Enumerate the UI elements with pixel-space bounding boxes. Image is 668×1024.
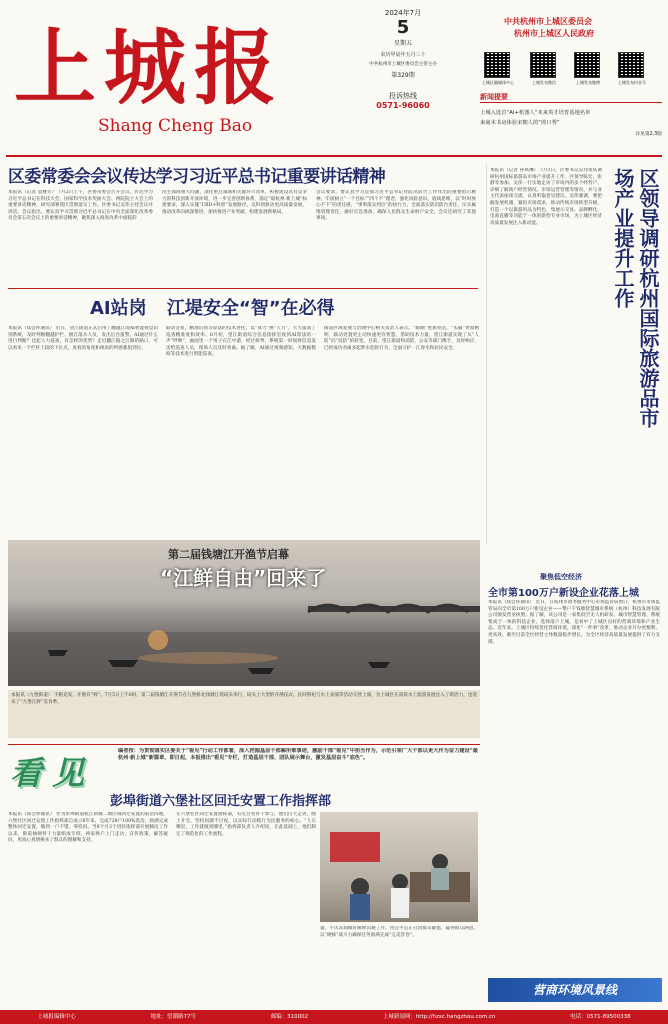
footer-address: 地址：望潮路77号 bbox=[150, 1014, 196, 1020]
footer-phone: 电话：0571-89500338 bbox=[570, 1014, 631, 1020]
editor-note: 编者按：为贯彻落实区委关于“看见”行动工作部署，深入挖掘基层干部解所难事迹，激励干部“看见”中担当作为，示范引领广大干部以更大作为奋力建设“最杭州·新上城”新篇章，即日起，本报推出“看见”专栏，打造基层干部、团队展示舞台，激发基层奋斗“底色”。 bbox=[118, 748, 478, 761]
lead-col-3: 会议要求，要认真学习贯彻习近平总书记对防汛防台工作作出的重要指示精神，牢固树立“一个目标”“四个不”理念，强化风险意识、底线思维，以“时时放心不下”的责任感，“事事落实到位”的执行力，全面落实防汛防台责任，压实属地管理责任，做好应急准备，确保人民群众生命财产安全。会议还研究了其他事项。 bbox=[316, 190, 476, 222]
bottom-col-1: 本报讯（郑会祥通讯） 作为彭埠街道杭江新城二期区域回迁安置的前沿阵地，六堡社区回迁安置工作指挥部自成立6年来，完成728户100%选房，圆满完成整体回迁安置，做到一户不错、零投诉。当6个月3个进驻指挥部开展腾房工作以来，街道抽调骨干力量组成专班，挨家挨户上门走访，宣传政策，解答疑问，用真心真情换来了群众的理解和支持。 bbox=[8, 812, 168, 844]
right-body: 本报讯（记者 孙琪琳） 7月1日，区委书记吴伟带队调研杭州国际旅游品市场产业提升工作。区领导陈宏、张静等参加。吴伟一行实地走访了市场内的多个经营户，详细了解商户经营情况、市场运营管理等情况，并与业主代表座谈交流，认真听取意见建议。吴伟强调，要把握发展机遇，紧扣市场需求，推动传统市场转型升级，打造一个以旅游用品为特色、集展示交易、品牌孵化、电商直播等功能于一体的新型专业市场，为上城区经济高质量发展注入新动能。 bbox=[490, 168, 602, 226]
riverside-photo bbox=[8, 540, 480, 686]
photo-caption: 本报讯（九堡街道） 千帆竞发，开渔有“鲜”。7月5日上午6时，第二届钱塘江开渔节在九堡桥北钱塘江堤码头举行，码头上大型的开渔仪式、民间祭祀与水上表演等活动交替上演，为上城区在南段水上旅游发展注入了新活力，也迎来了“九堡江鲜”美食季。 bbox=[8, 690, 480, 738]
ai-col-1: 本报讯（郑会祥通讯） 近日，望江街道正式启用了翻越江堤AI智能视觉识别系统，及时判断翻越护栏、擅自落水人员，发出后台报警，AI通过什么进行判断？比起人力巡查，有怎样的优势？走近翻江路之江路的路口，可以看见一个栏杆上较的下位点，查看的角度和视角的所感都很到位。 bbox=[8, 326, 158, 351]
qr-code-4 bbox=[618, 52, 644, 78]
right-section: 聚焦低空经济 bbox=[540, 573, 582, 581]
photo-headline[interactable]: “江鲜自由”回来了 bbox=[160, 566, 327, 590]
ai-col-2: 联动答复、精准识别等算法的技术进化，以“算力”换“人力”，大大提高了巡查精准度和效率。6月初，望江街道综合信息指挥室收到AI算法的一声“呼唤”，画面里一个男子在江中游，经过研判，系统第一时间将信息发送给巡查人员，现场人员及时劝离。据了解，AI通过视频感知、大数据模拟等技术进行智能巡查。 bbox=[166, 326, 316, 358]
hotline-label: 投诉热线 bbox=[389, 92, 417, 100]
bottom-col-2: 在六堡社区回迁安置指挥部，有近百名骨干参与，他们白天走访，晚上开会，坚持问题不过夜，以实际行动践行为民服务的初心。“人在哪里，工作就做到哪里。”指挥部负责人介绍说，在此基础上，他们制定了规范化的工作流程。 bbox=[176, 812, 316, 837]
news-brief-line-1[interactable]: 上城入选首“AI+机器人”未来英才培育基地名单 bbox=[480, 110, 591, 116]
masthead bbox=[6, 8, 662, 158]
issue-number: 第329期 bbox=[391, 72, 415, 79]
column-name-kanjian: 看见 bbox=[10, 754, 95, 792]
qr-label-2: 上城发布微信 bbox=[532, 80, 556, 85]
bottom-col-3: 量，不厌其烦做好解释沟通工作，用公平公正打消群众疑虑，赢得群众满意。以“硬核”战斗力确保任务圆满完成“完美答卷”。 bbox=[320, 926, 478, 938]
lead-col-2: 民生领域重大问题，深化重点领域和关键环节改革，积极建设具有竞争力的科技创新开放环境，进一步完善创新体系，锚定“最杭州·新上城”标准要求，深入实施“CBD+科创”发展路径，以科创驱动更高质量发展，推动改革向纵深推进，加快推进产业突破，构建发展新格局。 bbox=[162, 190, 307, 215]
business-banner[interactable] bbox=[488, 978, 662, 1002]
right-headline-2[interactable]: 全市第100万户新设企业花落上城 bbox=[488, 588, 639, 599]
ai-headline-b: 江堤安全“智”在必得 bbox=[166, 298, 335, 319]
masthead-pinyin: Shang Cheng Bao bbox=[98, 116, 253, 136]
masthead-title: 上城报 bbox=[14, 20, 285, 116]
hotline-number: 0571-96060 bbox=[376, 101, 430, 110]
news-brief-line-2[interactable]: 来商末书房体验宋朝人的“煎口秀” bbox=[480, 120, 560, 126]
qr-code-2 bbox=[530, 52, 556, 78]
weekday: 星期五 bbox=[393, 40, 412, 47]
lead-headline[interactable]: 区委常委会会议传达学习习近平总书记重要讲话精神 bbox=[8, 167, 386, 187]
footer-postcode: 邮编：310002 bbox=[270, 1014, 309, 1020]
date-block bbox=[338, 8, 468, 110]
ai-headline[interactable] bbox=[90, 294, 470, 318]
footer-org: 上城报编辑中心 bbox=[37, 1014, 76, 1020]
lead-col-1: 本报讯（记者 袁楼芳） 7月2日上午，区委常委会召开会议，传达学习习近平总书记在科技大会、国家科学技术奖励大会、两院院士大会上的重要讲话精神，研究部署我区贯彻落实工作。区委书记吴伟主持会议并讲话。会议指出，要认真学习贯彻习近平总书记在中央全面深化改革委员会第五次会议上的重要讲话精神，聚焦深入推进改革中面临的 bbox=[8, 190, 153, 222]
org-2: 杭州市上城区人民政府 bbox=[514, 29, 594, 38]
day-number: 5 bbox=[396, 17, 410, 38]
qr-label-1: 上城区融媒体中心 bbox=[482, 80, 514, 85]
footer bbox=[0, 1010, 668, 1024]
footer-website[interactable]: 上城新闻网：http://hzsc.hangzhou.com.cn bbox=[382, 1014, 496, 1020]
qr-code-3 bbox=[574, 52, 600, 78]
bottom-divider bbox=[8, 744, 480, 745]
divider bbox=[8, 288, 478, 289]
lunar-date: 农历甲辰年五月三十 bbox=[380, 52, 426, 58]
qr-code-1 bbox=[484, 52, 510, 78]
news-brief-label: 新闻提要 bbox=[480, 92, 662, 103]
right-body-2: 本报讯（郑会祥通讯） 近日，在杭州市政务服务中心市场监管局窗口，杭州市市场监管局向全市第100万户新设企业——擎户千钱塘智慧城市系统（杭州）科技发展有限公司颁发营业执照。据了解，该公司是一家集低空无人机研发、城市智慧管理、系统集成于一体的科技企业，选择落户上城，是看中了上城区良好的营商环境和产业生态。近年来，上城区持续优化营商环境，深化“一件事”改革，推动企业开办更便利、更高效，截至目前全区经营主体数量稳步增长，为全区经济高质量发展提供了有力支撑。 bbox=[488, 600, 660, 645]
banner-text: 营商环境风景线 bbox=[532, 983, 617, 997]
news-brief bbox=[480, 92, 662, 144]
right-headline[interactable]: 区领导调研杭州国际旅游品市场产业提升工作 bbox=[611, 168, 660, 428]
ai-headline-a: AI站岗 bbox=[90, 298, 147, 319]
masthead-rule bbox=[6, 155, 662, 157]
office-photo bbox=[320, 812, 478, 922]
office-scene bbox=[320, 812, 478, 922]
year-month: 2024年7月 bbox=[384, 9, 422, 17]
qr-label-3: 上城发布微博 bbox=[576, 80, 600, 85]
sponsor: 中共杭州市上城区委员会主管主办 bbox=[369, 62, 437, 67]
news-brief-page-ref: 详见第2,3版 bbox=[635, 132, 662, 137]
org-1: 中共杭州市上城区委员会 bbox=[504, 17, 592, 26]
bottom-headline[interactable]: 彭埠街道六堡社区回迁安置工作指挥部 bbox=[110, 794, 332, 809]
ai-col-3: 街道区域发展与治理中心相关负责人表示。“眼睛”更加亮活，“头脑”更加精明，联动处置更主动快速更有智慧。借助技术力量，望江街道实现了从“人防”向“技防”的转变。目前，望江街道和消防，公安等部门携手，及时响应，已经成功劝离多起涉水危险行为，全面守护一江春水和居民安全。 bbox=[324, 326, 479, 351]
qr-label-4: 上城发布抖音号 bbox=[618, 80, 646, 85]
photo-kicker: 第二届钱塘江开渔节启幕 bbox=[168, 548, 289, 561]
